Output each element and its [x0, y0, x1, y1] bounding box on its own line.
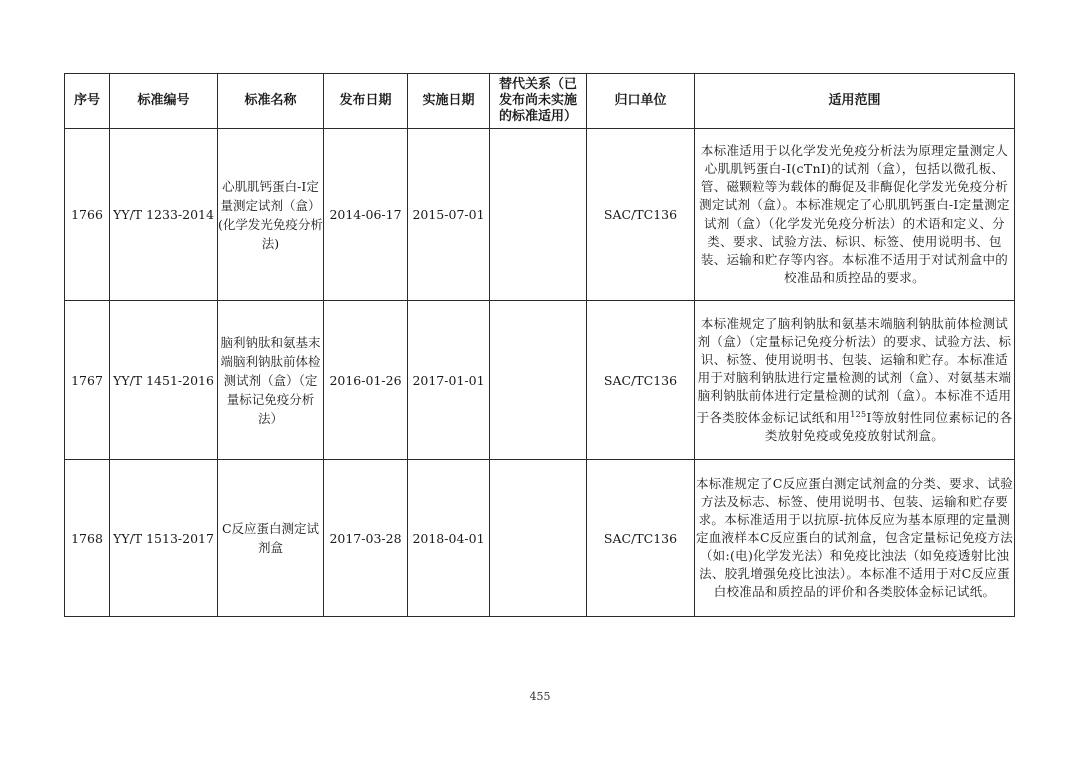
- page-number: 455: [529, 690, 551, 703]
- cell-seq: 1768: [65, 460, 110, 617]
- cell-name: C反应蛋白测定试剂盒: [218, 460, 324, 617]
- table-row: [65, 129, 1015, 301]
- cell-issue-date: 2014-06-17: [324, 129, 408, 301]
- cell-name: 心肌肌钙蛋白-I定量测定试剂（盒）(化学发光免疫分析法): [218, 129, 324, 301]
- scope-superscript: 125: [850, 409, 867, 419]
- cell-code: YY/T 1513-2017: [110, 460, 218, 617]
- cell-impl-date: 2017-01-01: [408, 301, 490, 460]
- cell-name: 脑利钠肽和氨基末端脑利钠肽前体检测试剂（盒）（定量标记免疫分析法）: [218, 301, 324, 460]
- cell-issue-date: 2016-01-26: [324, 301, 408, 460]
- cell-replace: [490, 460, 587, 617]
- cell-replace: [490, 301, 587, 460]
- cell-code: YY/T 1233-2014: [110, 129, 218, 301]
- cell-unit: SAC/TC136: [587, 129, 695, 301]
- table-header-row: [65, 74, 1015, 129]
- header-issue-date: 发布日期: [324, 74, 408, 129]
- cell-seq: 1766: [65, 129, 110, 301]
- table-row: [65, 460, 1015, 617]
- cell-impl-date: 2018-04-01: [408, 460, 490, 617]
- table-row: [65, 301, 1015, 460]
- cell-code: YY/T 1451-2016: [110, 301, 218, 460]
- cell-impl-date: 2015-07-01: [408, 129, 490, 301]
- cell-scope: 本标准适用于以化学发光免疫分析法为原理定量测定人心肌肌钙蛋白-I(cTnI)的试剂（盒），包括以微孔板、管、磁颗粒等为载体的酶促及非酶促化学发光免疫分析测定试剂（盒）。本标准规定了心肌肌钙蛋白-I定量测定试剂（盒）（化学发光免疫分析法）的术语和定义、分类、要求、试验方法、标识、标签、使用说明书、包装、运输和贮存等内容。本标准不适用于对试剂盒中的校准品和质控品的要求。: [695, 129, 1015, 301]
- scope-text-part2: I等放射性同位素标记的各类放射免疫或免疫放射试剂盒。: [764, 409, 1013, 443]
- cell-replace: [490, 129, 587, 301]
- cell-scope: [695, 301, 1015, 460]
- header-impl-date: 实施日期: [408, 74, 490, 129]
- cell-issue-date: 2017-03-28: [324, 460, 408, 617]
- cell-seq: 1767: [65, 301, 110, 460]
- header-unit: 归口单位: [587, 74, 695, 129]
- cell-scope: 本标准规定了C反应蛋白测定试剂盒的分类、要求、试验方法及标志、标签、使用说明书、包装、运输和贮存要求。本标准适用于以抗原-抗体反应为基本原理的定量测定血液样本C反应蛋白的试剂盒，包含定量标记免疫方法（如:(电)化学发光法）和免疫比浊法（如免疫透射比浊法、胶乳增强免疫比浊法）。本标准不适用于对C反应蛋白校准品和质控品的评价和各类胶体金标记试纸。: [695, 460, 1015, 617]
- cell-unit: SAC/TC136: [587, 460, 695, 617]
- cell-unit: SAC/TC136: [587, 301, 695, 460]
- header-seq: 序号: [65, 74, 110, 129]
- scope-text-part1: 本标准规定了脑利钠肽和氨基末端脑利钠肽前体检测试剂（盒）（定量标记免疫分析法）的要求、试验方法、标识、标签、使用说明书、包装、运输和贮存。本标准适用于对脑利钠肽进行定量检测的试剂（盒）、对氨基末端脑利钠肽前体进行定量检测的试剂（盒）。本标准不适用于各类胶体金标记试纸和用: [696, 316, 1012, 425]
- header-replace: 替代关系（已发布尚未实施的标准适用）: [490, 74, 587, 129]
- standards-table: [64, 73, 1015, 617]
- header-code: 标准编号: [110, 74, 218, 129]
- header-name: 标准名称: [218, 74, 324, 129]
- header-scope: 适用范围: [695, 74, 1015, 129]
